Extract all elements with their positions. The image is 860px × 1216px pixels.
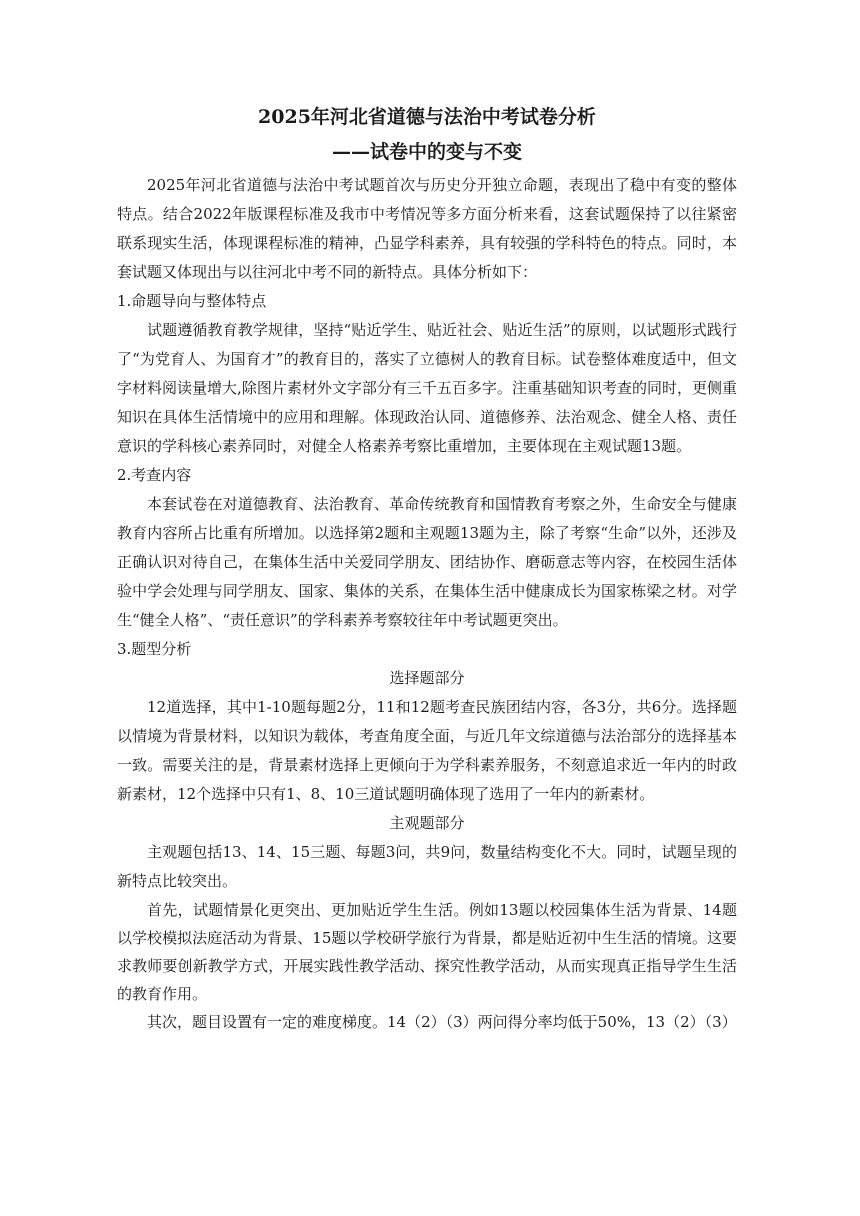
first-point-paragraph: 首先，试题情景化更突出、更加贴近学生生活。例如13题以校园集体生活为背景、14题以学校模拟法庭活动为背景、15题以学校研学旅行为背景，都是贴近初中生生活的情境。这要求教师要创新教学方式，开展实践性教学活动、探究性教学活动，从而实现真正指导学生生活的教育作用。 <box>117 901 737 1003</box>
intro-paragraph: 2025年河北省道德与法治中考试题首次与历史分开独立命题，表现出了稳中有变的整体特点。结合2022年版课程标准及我市中考情况等多方面分析来看，这套试题保持了以往紧密联系现实生活，体现课程标准的精神，凸显学科素养，具有较强的学科特色的特点。同时，本套试题又体现出与以往河北中考不同的新特点。具体分析如下： <box>117 176 737 281</box>
document-subtitle: ——试卷中的变与不变 <box>331 141 522 163</box>
document-page <box>117 100 737 1036</box>
section-heading-2: 2.考查内容 <box>117 466 192 484</box>
document-title: 2025年河北省道德与法治中考试卷分析 <box>258 106 596 128</box>
section-2-paragraph: 本套试卷在对道德教育、法治教育、革命传统教育和国情教育考察之外，生命安全与健康教育内容所占比重有所增加。以选择第2题和主观题13题为主，除了考察“生命”以外，还涉及正确认识对待自己，在集体生活中关爱同学朋友、团结协作、磨砺意志等内容，在校园生活体验中学会处理与同学朋友、国家、集体的关系，在集体生活中健康成长为国家栋梁之材。对学生“健全人格”、“责任意识”的学科素养考察较往年中考试题更突出。 <box>117 495 737 629</box>
second-point-paragraph: 其次，题目设置有一定的难度梯度。14（2）（3）两问得分率均低于50%，13（2）（3） <box>147 1013 737 1031</box>
choice-paragraph: 12道选择，其中1-10题每题2分，11和12题考查民族团结内容，各3分，共6分。选择题以情境为背景材料，以知识为载体，考查角度全面，与近几年文综道德与法治部分的选择基本一致。需要关注的是，背景素材选择上更倾向于为学科素养服务，不刻意追求近一年内的时政新素材，12个选择中只有1、8、10三道试题明确体现了选用了一年内的新素材。 <box>117 698 737 803</box>
section-1-paragraph: 试题遵循教育教学规律，坚持“贴近学生、贴近社会、贴近生活”的原则，以试题形式践行了“为党育人、为国育才”的教育目的，落实了立德树人的教育目标。试卷整体难度适中，但文字材料阅读量增大,除图片素材外文字部分有三千五百多字。注重基础知识考查的同时，更侧重知识在具体生活情境中的应用和理解。体现政治认同、道德修养、法治观念、健全人格、责任意识的学科核心素养同时，对健全人格素养考察比重增加，主要体现在主观试题13题。 <box>117 321 737 455</box>
choice-subheading: 选择题部分 <box>389 669 465 687</box>
section-heading-1: 1.命题导向与整体特点 <box>117 292 267 310</box>
subjective-subheading: 主观题部分 <box>389 814 465 832</box>
subjective-paragraph: 主观题包括13、14、15三题、每题3问，共9问，数量结构变化不大。同时，试题呈现的新特点比较突出。 <box>117 843 737 890</box>
section-heading-3: 3.题型分析 <box>117 640 192 658</box>
